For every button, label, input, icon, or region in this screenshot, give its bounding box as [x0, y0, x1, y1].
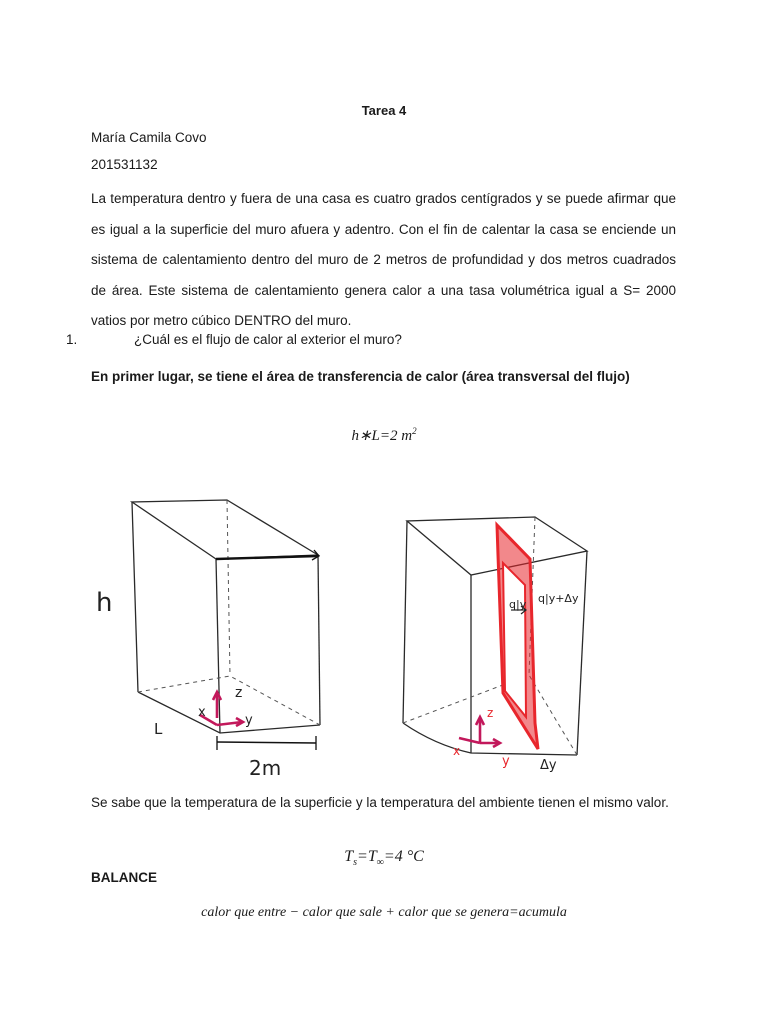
label-flux-out: q|y+Δy: [538, 592, 579, 605]
equation-balance: calor que entre − calor que sale + calor que se genera=acumula: [201, 905, 567, 920]
label-depth: 2m: [249, 756, 282, 780]
label-L: L: [154, 720, 163, 738]
step1-text: En primer lugar, se tiene el área de transferencia de calor (área transversal del flujo): [91, 369, 630, 384]
question-text: ¿Cuál es el flujo de calor al exterior el muro?: [134, 332, 402, 347]
question-number: 1.: [66, 332, 78, 347]
label-z-left: z: [235, 685, 243, 701]
wall-sketch-left: [90, 470, 400, 780]
label-x-left: x: [198, 705, 206, 720]
equation-area: h∗L=2 $m^2$: [351, 426, 417, 444]
label-x-right: x: [453, 744, 461, 758]
intro-paragraph: La temperatura dentro y fuera de una casa es cuatro grados centígrados y se puede afirmar que es igual a la superficie del muro afuera y adentro. Con el fin de calentar la casa se enciende un sistema de calentamiento dentro del muro de 2 metros de profundidad y dos metros cuadrados de área. Este sistema de calentamiento genera calor a una tasa volumétrica igual a S= 2000 vatios por metro cúbico DENTRO del muro.: [91, 191, 676, 329]
author-name: María Camila Covo: [91, 130, 207, 145]
student-id: 201531132: [91, 157, 158, 172]
balance-heading: BALANCE: [91, 870, 157, 885]
temperature-paragraph: Se sabe que la temperatura de la superficie y la temperatura del ambiente tienen el mismo valor.: [91, 795, 669, 810]
label-dy: Δy: [540, 758, 557, 773]
equation-temperature: $T_s=T_\infty=4$ °C: [344, 848, 424, 869]
label-z-right: z: [487, 706, 494, 720]
wall-sketch-right: [395, 495, 610, 780]
label-y-left: y: [245, 713, 253, 728]
label-flux-in: q|y: [509, 598, 527, 611]
label-y-right: y: [502, 754, 510, 769]
document-title: Tarea 4: [361, 103, 407, 118]
label-h: h: [96, 588, 113, 618]
